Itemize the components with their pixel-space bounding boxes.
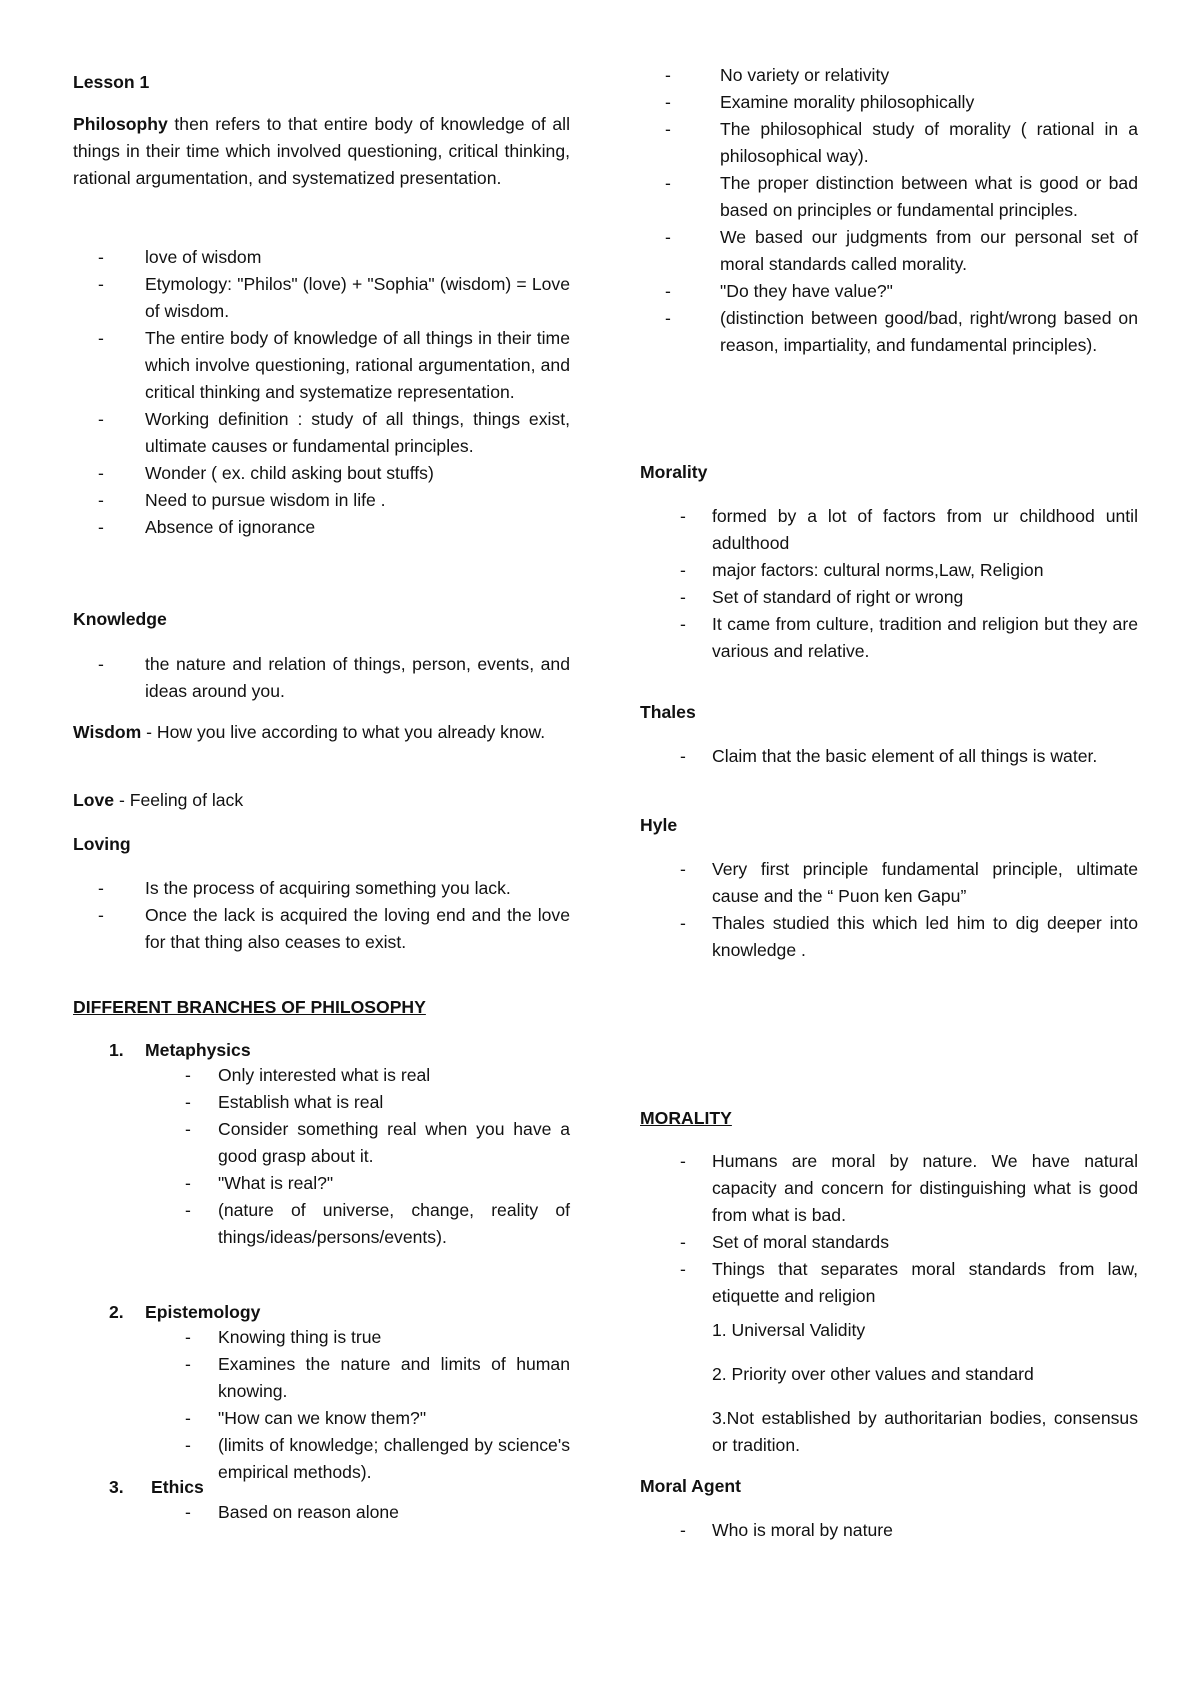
branches-heading: DIFFERENT BRANCHES OF PHILOSOPHY bbox=[73, 997, 426, 1017]
morality-point-2: 2. Priority over other values and standard bbox=[712, 1364, 1034, 1384]
list-item: - Need to pursue wisdom in life . bbox=[73, 487, 570, 514]
branch-title: Epistemology bbox=[145, 1302, 261, 1322]
morality-heading: Morality bbox=[640, 462, 708, 482]
branch-title: Ethics bbox=[151, 1477, 204, 1497]
wisdom-definition bbox=[73, 719, 570, 746]
ethics-list bbox=[73, 1499, 570, 1526]
list-item: - Etymology: "Philos" (love) + "Sophia" (wisdom) = Love of wisdom. bbox=[73, 271, 570, 325]
list-item: - The entire body of knowledge of all things in their time which involve questioning, rational argumentation, and critical thinking and systematize representation. bbox=[73, 325, 570, 406]
list-item: - (distinction between good/bad, right/wrong based on reason, impartiality, and fundamental principles). bbox=[640, 305, 1138, 359]
list-item: - Establish what is real bbox=[73, 1089, 570, 1116]
list-item: - Examine morality philosophically bbox=[640, 89, 1138, 116]
thales-heading: Thales bbox=[640, 702, 696, 722]
list-item: - Wonder ( ex. child asking bout stuffs) bbox=[73, 460, 570, 487]
list-item: - formed by a lot of factors from ur childhood until adulthood bbox=[640, 503, 1138, 557]
branch-metaphysics-title bbox=[73, 1037, 570, 1064]
list-item: - (limits of knowledge; challenged by science's empirical methods). bbox=[73, 1432, 570, 1486]
list-item: - the nature and relation of things, person, events, and ideas around you. bbox=[73, 651, 570, 705]
morality-list bbox=[640, 503, 1138, 665]
list-item: - Things that separates moral standards from law, etiquette and religion bbox=[640, 1256, 1138, 1310]
branch-number: 1. bbox=[109, 1040, 124, 1060]
list-item: - (nature of universe, change, reality of things/ideas/persons/events). bbox=[73, 1197, 570, 1251]
list-item: - Very first principle fundamental principle, ultimate cause and the “ Puon ken Gapu” bbox=[640, 856, 1138, 910]
list-item: - Who is moral by nature bbox=[640, 1517, 1138, 1544]
list-item: - "Do they have value?" bbox=[640, 278, 1138, 305]
knowledge-heading: Knowledge bbox=[73, 609, 167, 629]
list-item: - No variety or relativity bbox=[640, 62, 1138, 89]
ethics-continued-list bbox=[640, 62, 1138, 359]
list-item: - Consider something real when you have a good grasp about it. bbox=[73, 1116, 570, 1170]
list-item: - love of wisdom bbox=[73, 244, 570, 271]
list-item: - Set of standard of right or wrong bbox=[640, 584, 1138, 611]
branch-number: 3. bbox=[109, 1477, 124, 1497]
wisdom-text: - How you live according to what you already know. bbox=[141, 722, 546, 742]
moral-agent-list bbox=[640, 1517, 1138, 1544]
love-definition bbox=[73, 787, 243, 814]
morality-section-heading: MORALITY bbox=[640, 1108, 732, 1128]
list-item: - Based on reason alone bbox=[73, 1499, 570, 1526]
hyle-heading: Hyle bbox=[640, 815, 678, 835]
list-item: - Examines the nature and limits of human knowing. bbox=[73, 1351, 570, 1405]
list-item: - Humans are moral by nature. We have natural capacity and concern for distinguishing what is good from what is bad. bbox=[640, 1148, 1138, 1229]
morality-point-1: 1. Universal Validity bbox=[712, 1320, 866, 1340]
philosophy-definition-text: then refers to that entire body of knowledge of all things in their time which involved questioning, critical thinking, rational argumentation, and systematized presentation. bbox=[73, 114, 570, 188]
list-item: - Claim that the basic element of all things is water. bbox=[640, 743, 1138, 770]
list-item: - Working definition : study of all things, things exist, ultimate causes or fundamental principles. bbox=[73, 406, 570, 460]
philosophy-list bbox=[73, 244, 570, 541]
list-item: - The philosophical study of morality ( rational in a philosophical way). bbox=[640, 116, 1138, 170]
hyle-list bbox=[640, 856, 1138, 964]
list-item: - It came from culture, tradition and religion but they are various and relative. bbox=[640, 611, 1138, 665]
loving-heading: Loving bbox=[73, 834, 131, 854]
list-item: - Set of moral standards bbox=[640, 1229, 1138, 1256]
branch-ethics-title bbox=[73, 1474, 570, 1501]
list-item: - Only interested what is real bbox=[73, 1062, 570, 1089]
list-item: - We based our judgments from our personal set of moral standards called morality. bbox=[640, 224, 1138, 278]
list-item: - Once the lack is acquired the loving end and the love for that thing also ceases to exist. bbox=[73, 902, 570, 956]
knowledge-list bbox=[73, 651, 570, 705]
list-item: - Knowing thing is true bbox=[73, 1324, 570, 1351]
loving-list bbox=[73, 875, 570, 956]
philosophy-definition bbox=[73, 111, 570, 192]
list-item: - major factors: cultural norms,Law, Religion bbox=[640, 557, 1138, 584]
lesson-title: Lesson 1 bbox=[73, 72, 150, 92]
epistemology-list bbox=[73, 1324, 570, 1486]
list-item: - Absence of ignorance bbox=[73, 514, 570, 541]
metaphysics-list bbox=[73, 1062, 570, 1251]
moral-agent-heading: Moral Agent bbox=[640, 1476, 742, 1496]
morality-point-3: 3.Not established by authoritarian bodies, consensus or tradition. bbox=[712, 1408, 1138, 1455]
branch-epistemology-title bbox=[73, 1299, 570, 1326]
philosophy-term: Philosophy bbox=[73, 114, 168, 134]
thales-list bbox=[640, 743, 1138, 770]
list-item: - Is the process of acquiring something you lack. bbox=[73, 875, 570, 902]
morality-section-list bbox=[640, 1148, 1138, 1310]
list-item: - "What is real?" bbox=[73, 1170, 570, 1197]
branch-number: 2. bbox=[109, 1302, 124, 1322]
list-item: - The proper distinction between what is good or bad based on principles or fundamental principles. bbox=[640, 170, 1138, 224]
list-item: - "How can we know them?" bbox=[73, 1405, 570, 1432]
love-text: - Feeling of lack bbox=[114, 790, 244, 810]
branch-title: Metaphysics bbox=[145, 1040, 251, 1060]
love-term: Love bbox=[73, 790, 115, 810]
list-item: - Thales studied this which led him to dig deeper into knowledge . bbox=[640, 910, 1138, 964]
wisdom-term: Wisdom bbox=[73, 722, 142, 742]
